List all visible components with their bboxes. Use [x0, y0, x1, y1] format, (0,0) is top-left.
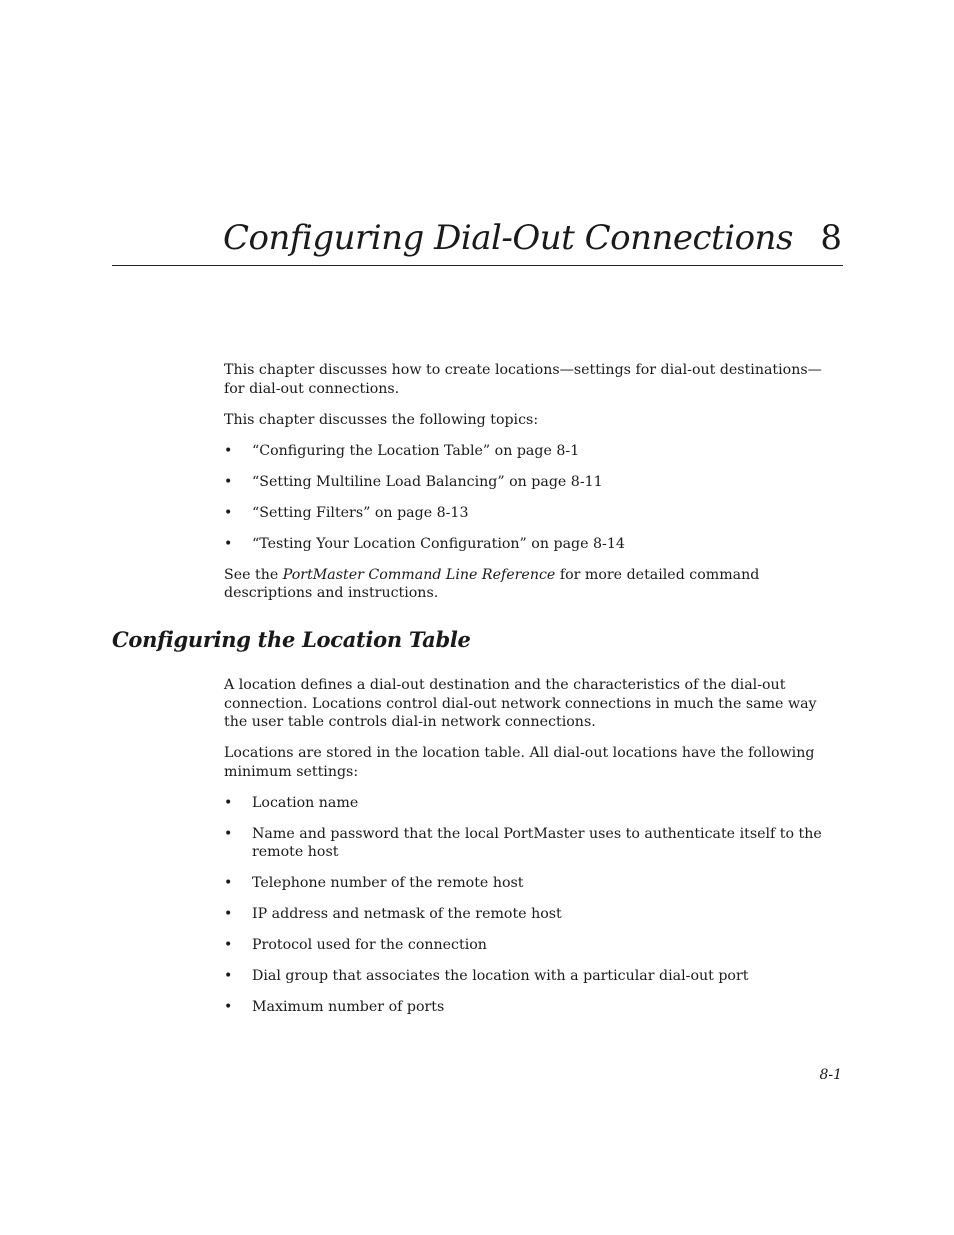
section-heading: Configuring the Location Table: [112, 627, 471, 652]
section-block: [224, 676, 840, 1017]
intro-block: [224, 361, 840, 603]
list-item: • Protocol used for the connection: [224, 936, 840, 955]
reference-paragraph: [224, 566, 840, 603]
chapter-number: 8: [820, 218, 842, 258]
list-item: • “Setting Filters” on page 8-13: [224, 504, 840, 523]
intro-paragraph: This chapter discusses how to create locations—settings for dial-out destinations—for dial-out connections.: [224, 362, 822, 397]
reference-title: PortMaster Command Line Reference: [282, 566, 556, 583]
title-rule: [112, 265, 843, 266]
list-item: • Telephone number of the remote host: [224, 874, 840, 893]
list-item: • Dial group that associates the location with a particular dial-out port: [224, 967, 840, 986]
list-item: • “Configuring the Location Table” on page 8-1: [224, 442, 840, 461]
location-definition-paragraph: A location defines a dial-out destination and the characteristics of the dial-out connection. Locations control dial-out network connections in much the same way the user table controls dial-in network connections.: [224, 677, 817, 730]
chapter-title: Configuring Dial-Out Connections: [223, 218, 793, 258]
page-number: 8-1: [819, 1067, 842, 1083]
list-item: • Maximum number of ports: [224, 998, 840, 1017]
list-item: • IP address and netmask of the remote host: [224, 905, 840, 924]
reference-suffix: for more detailed command descriptions and instructions.: [224, 566, 760, 601]
location-table-paragraph: Locations are stored in the location table. All dial-out locations have the following minimum settings:: [224, 745, 815, 780]
list-item: • “Setting Multiline Load Balancing” on page 8-11: [224, 473, 840, 492]
list-item: • Name and password that the local PortMaster uses to authenticate itself to the remote host: [224, 825, 840, 862]
topics-list: [224, 442, 840, 554]
topics-intro-paragraph: This chapter discusses the following topics:: [224, 411, 539, 428]
list-item: • “Testing Your Location Configuration” on page 8-14: [224, 535, 840, 554]
reference-prefix: See the: [224, 566, 283, 583]
list-item: • Location name: [224, 794, 840, 813]
settings-list: [224, 794, 840, 1017]
